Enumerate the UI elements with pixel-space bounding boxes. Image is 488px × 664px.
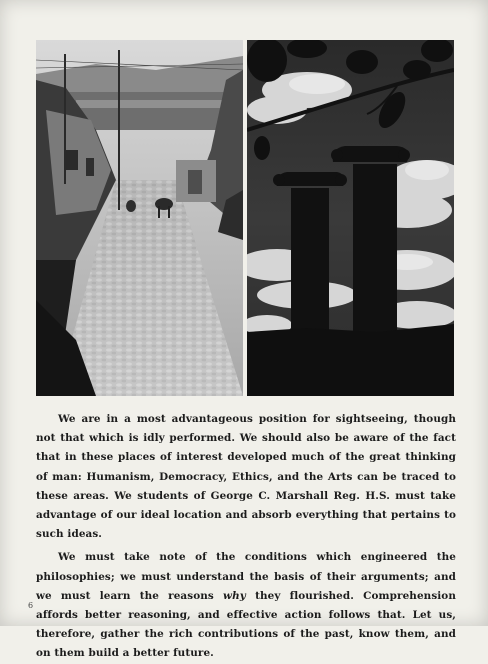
paragraph-2 <box>36 548 456 663</box>
columns-photo-image <box>247 40 454 396</box>
paragraph-2-part-1: We must take note of the conditions which engineered the philosophies; we must understand the basis of their arguments; and we must learn the reasons <box>36 551 456 602</box>
page-number: 6 <box>28 601 34 610</box>
street-photo <box>36 40 243 396</box>
emphasis-why: why <box>223 589 246 602</box>
paragraph-1: We are in a most advantageous position for sightseeing, though not that which is idly performed. We should also be aware of the fact that in these places of interest developed much of the great thinking of man: Humanism, Democracy, Ethics, and the Arts can be traced to these areas. We students of George C. Marshall Reg. H.S. must take advantage of our ideal location and absorb everything that pertains to such ideas. <box>36 413 456 541</box>
street-photo-image <box>36 40 243 396</box>
columns-photo <box>247 40 454 396</box>
paragraph-2-part-2: they flourished. Comprehension affords better reasoning, and effective action follows that. Let us, therefore, gather the rich contributions of the past, know them, and on them build a better future. <box>36 589 456 660</box>
